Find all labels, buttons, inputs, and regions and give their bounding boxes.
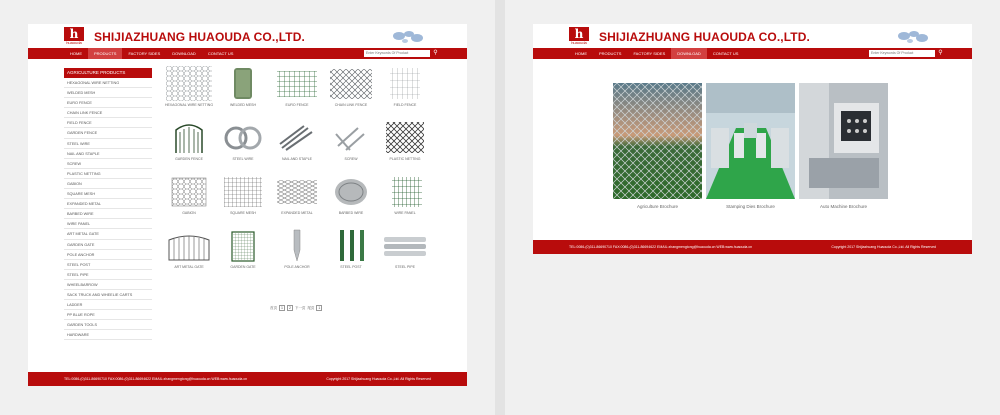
- sidebar-item[interactable]: STEEL POST: [64, 260, 152, 270]
- product-card[interactable]: [162, 120, 216, 174]
- sidebar-item[interactable]: SACK TRUCK AND WHEELIE CARTS: [64, 290, 152, 300]
- sidebar-item[interactable]: HEXAGONAL WIRE NETTING: [64, 78, 152, 88]
- product-card[interactable]: [270, 66, 324, 120]
- product-caption[interactable]: WIRE PANEL: [394, 211, 416, 215]
- sidebar-item[interactable]: CHAIN LINK FENCE: [64, 108, 152, 118]
- search-icon[interactable]: ⚲: [433, 50, 438, 56]
- category-sidebar: [64, 68, 152, 340]
- sidebar-item[interactable]: STEEL WIRE: [64, 139, 152, 149]
- logo-text: huaouda: [571, 40, 587, 45]
- product-image: [328, 174, 374, 209]
- product-image: [166, 228, 212, 263]
- agriculture-brochure-image: [613, 83, 702, 199]
- download-page: [533, 24, 972, 254]
- products-panel: [0, 0, 495, 415]
- logo-mark: h: [64, 27, 84, 41]
- product-card[interactable]: [270, 120, 324, 174]
- product-card[interactable]: [216, 174, 270, 228]
- pager-next[interactable]: 下一页: [294, 305, 306, 310]
- company-name: SHIJIAZHUANG HUAOUDA CO.,LTD.: [94, 30, 305, 44]
- site-footer: [28, 372, 467, 386]
- product-caption[interactable]: GABION: [182, 211, 196, 215]
- product-card[interactable]: [162, 66, 216, 120]
- pager-first[interactable]: 首页: [270, 305, 277, 310]
- brochure-caption[interactable]: Agriculture Brochure: [636, 204, 679, 209]
- download-panel: [505, 0, 1000, 415]
- nav-download[interactable]: DOWNLOAD: [172, 51, 196, 56]
- product-card[interactable]: [378, 120, 432, 174]
- product-card[interactable]: [324, 174, 378, 228]
- product-card[interactable]: [216, 120, 270, 174]
- sidebar-item[interactable]: SQUARE MESH: [64, 189, 152, 199]
- sidebar-item[interactable]: POLE ANCHOR: [64, 250, 152, 260]
- brochure-agriculture[interactable]: [613, 83, 702, 209]
- product-image: [220, 228, 266, 263]
- product-card[interactable]: [216, 66, 270, 120]
- product-caption[interactable]: POLE ANCHOR: [284, 265, 310, 269]
- product-image: [382, 66, 428, 101]
- product-image: [328, 228, 374, 263]
- company-name: SHIJIAZHUANG HUAOUDA CO.,LTD.: [599, 30, 810, 44]
- product-image: [166, 66, 212, 101]
- pager-page-1[interactable]: 1: [281, 306, 283, 310]
- footer-contact: TEL:0086-(0)311-86690710 FAX:0086-(0)311-86694622 EMAIL:zhangmengtong@huaouda.cn WEB:www.huaouda.cn: [569, 245, 753, 249]
- product-card[interactable]: [324, 120, 378, 174]
- sidebar-item[interactable]: PP BLUE ROPE: [64, 310, 152, 320]
- product-card[interactable]: [378, 174, 432, 228]
- product-caption[interactable]: FIELD FENCE: [393, 103, 417, 107]
- logo[interactable]: [64, 27, 84, 45]
- pagination: [270, 305, 322, 311]
- product-image: [382, 174, 428, 209]
- sidebar-item[interactable]: GARDEN TOOLS: [64, 320, 152, 330]
- sidebar-item[interactable]: GABION: [64, 179, 152, 189]
- sidebar-item[interactable]: FIELD FENCE: [64, 118, 152, 128]
- footer-contact: TEL:0086-(0)311-86690710 FAX:0086-(0)311-86694622 EMAIL:zhangmengtong@huaouda.cn WEB:www.huaouda.cn: [64, 377, 248, 381]
- product-image: [220, 174, 266, 209]
- product-card[interactable]: [270, 174, 324, 228]
- site-header: [533, 24, 972, 48]
- product-card[interactable]: [216, 228, 270, 282]
- sidebar-item[interactable]: PLASTIC NETTING: [64, 169, 152, 179]
- product-card[interactable]: [324, 228, 378, 282]
- main-nav: [28, 48, 467, 59]
- product-card[interactable]: [378, 228, 432, 282]
- sidebar-item[interactable]: BARBED WIRE: [64, 209, 152, 219]
- nav-home[interactable]: HOME: [575, 51, 587, 56]
- sidebar-item[interactable]: GARDEN FENCE: [64, 128, 152, 138]
- product-caption[interactable]: CHAIN LINK FENCE: [334, 103, 368, 107]
- sidebar-item[interactable]: EXPANDED METAL: [64, 199, 152, 209]
- product-image: [166, 174, 212, 209]
- product-caption[interactable]: STEEL PIPE: [395, 265, 415, 269]
- brochure-caption[interactable]: Stamping Dies Brochure: [726, 204, 775, 209]
- product-image: [328, 120, 374, 155]
- product-image: [274, 228, 320, 263]
- sidebar-item[interactable]: NAIL AND STAPLE: [64, 149, 152, 159]
- nav-factory-sides[interactable]: FACTORY SIDES: [633, 51, 666, 56]
- product-image: [328, 66, 374, 101]
- sidebar-item[interactable]: ART METAL GATE: [64, 229, 152, 239]
- product-image: [274, 120, 320, 155]
- nav-download[interactable]: DOWNLOAD: [671, 48, 707, 59]
- nav-contact-us[interactable]: CONTACT US: [207, 51, 234, 56]
- search-input[interactable]: [869, 50, 935, 57]
- product-card[interactable]: [162, 174, 216, 228]
- product-caption[interactable]: EXPANDED METAL: [281, 211, 313, 215]
- product-image: [220, 120, 266, 155]
- product-caption[interactable]: SCREW: [344, 157, 358, 161]
- search-icon[interactable]: ⚲: [938, 50, 943, 56]
- product-caption[interactable]: NAIL AND STAPLE: [282, 157, 312, 161]
- product-caption[interactable]: GARDEN FENCE: [175, 157, 203, 161]
- pager-select[interactable]: 1: [318, 306, 321, 310]
- nav-products[interactable]: PRODUCTS: [88, 48, 122, 59]
- sidebar-title: AGRICULTURE PRODUCTS: [64, 68, 152, 78]
- product-image: [274, 174, 320, 209]
- logo-mark: h: [569, 27, 589, 41]
- products-page: [28, 24, 467, 386]
- world-map-icon: [387, 27, 427, 46]
- product-image: [220, 66, 266, 101]
- product-caption[interactable]: BARBED WIRE: [338, 211, 364, 215]
- product-image: [166, 120, 212, 155]
- sidebar-item[interactable]: GARDEN GATE: [64, 240, 152, 250]
- logo-text: huaouda: [66, 40, 82, 45]
- auto-machine-brochure-image: [799, 83, 888, 199]
- brochure-auto-machine[interactable]: [799, 83, 888, 209]
- pager-last[interactable]: 尾页: [307, 305, 315, 310]
- product-caption[interactable]: WELDED MESH: [229, 103, 257, 107]
- product-caption[interactable]: STEEL WIRE: [232, 157, 254, 161]
- product-caption[interactable]: HEXAGONAL WIRE NETTING: [164, 103, 214, 107]
- product-image: [274, 66, 320, 101]
- product-image: [382, 120, 428, 155]
- product-caption[interactable]: EURO FENCE: [285, 103, 309, 107]
- search-input[interactable]: [364, 50, 430, 57]
- product-card[interactable]: [324, 66, 378, 120]
- site-header: [28, 24, 467, 48]
- nav-contact-us[interactable]: CONTACT US: [712, 51, 739, 56]
- sidebar-item[interactable]: WHEELBARROW: [64, 280, 152, 290]
- product-caption[interactable]: PLASTIC NETTING: [389, 157, 421, 161]
- footer-copyright: Copyright 2017 Shijiazhuang Huaouda Co.,Ltd. All Rights Reserved: [831, 245, 936, 249]
- brochure-caption[interactable]: Auto Machine Brochure: [819, 204, 868, 209]
- sidebar-item[interactable]: EURO FENCE: [64, 98, 152, 108]
- product-card[interactable]: [270, 228, 324, 282]
- stamping-dies-brochure-image: [706, 83, 795, 199]
- main-nav: [533, 48, 972, 59]
- product-grid: [162, 66, 432, 282]
- product-caption[interactable]: STEEL POST: [340, 265, 362, 269]
- nav-products[interactable]: PRODUCTS: [599, 51, 622, 56]
- product-caption[interactable]: GARDEN GATE: [230, 265, 256, 269]
- pager-page-2[interactable]: 2: [288, 306, 291, 310]
- product-caption[interactable]: SQUARE MESH: [230, 211, 256, 215]
- footer-copyright: Copyright 2017 Shijiazhuang Huaouda Co.,Ltd. All Rights Reserved: [326, 377, 431, 381]
- product-image: [382, 228, 428, 263]
- sidebar-item[interactable]: WIRE PANEL: [64, 219, 152, 229]
- logo[interactable]: [569, 27, 589, 45]
- product-caption[interactable]: ART METAL GATE: [174, 265, 204, 269]
- sidebar-item[interactable]: SCREW: [64, 159, 152, 169]
- sidebar-item[interactable]: HARDWARE: [64, 330, 152, 340]
- site-footer: [533, 240, 972, 254]
- product-card[interactable]: [162, 228, 216, 282]
- sidebar-list: [64, 78, 152, 340]
- sidebar-item[interactable]: STEEL PIPE: [64, 270, 152, 280]
- product-card[interactable]: [378, 66, 432, 120]
- nav-factory-sides[interactable]: FACTORY SIDES: [128, 51, 161, 56]
- nav-home[interactable]: HOME: [70, 51, 82, 56]
- world-map-icon: [892, 27, 932, 46]
- sidebar-item[interactable]: LADDER: [64, 300, 152, 310]
- sidebar-item[interactable]: WELDED MESH: [64, 88, 152, 98]
- brochure-stamping-dies[interactable]: [706, 83, 795, 209]
